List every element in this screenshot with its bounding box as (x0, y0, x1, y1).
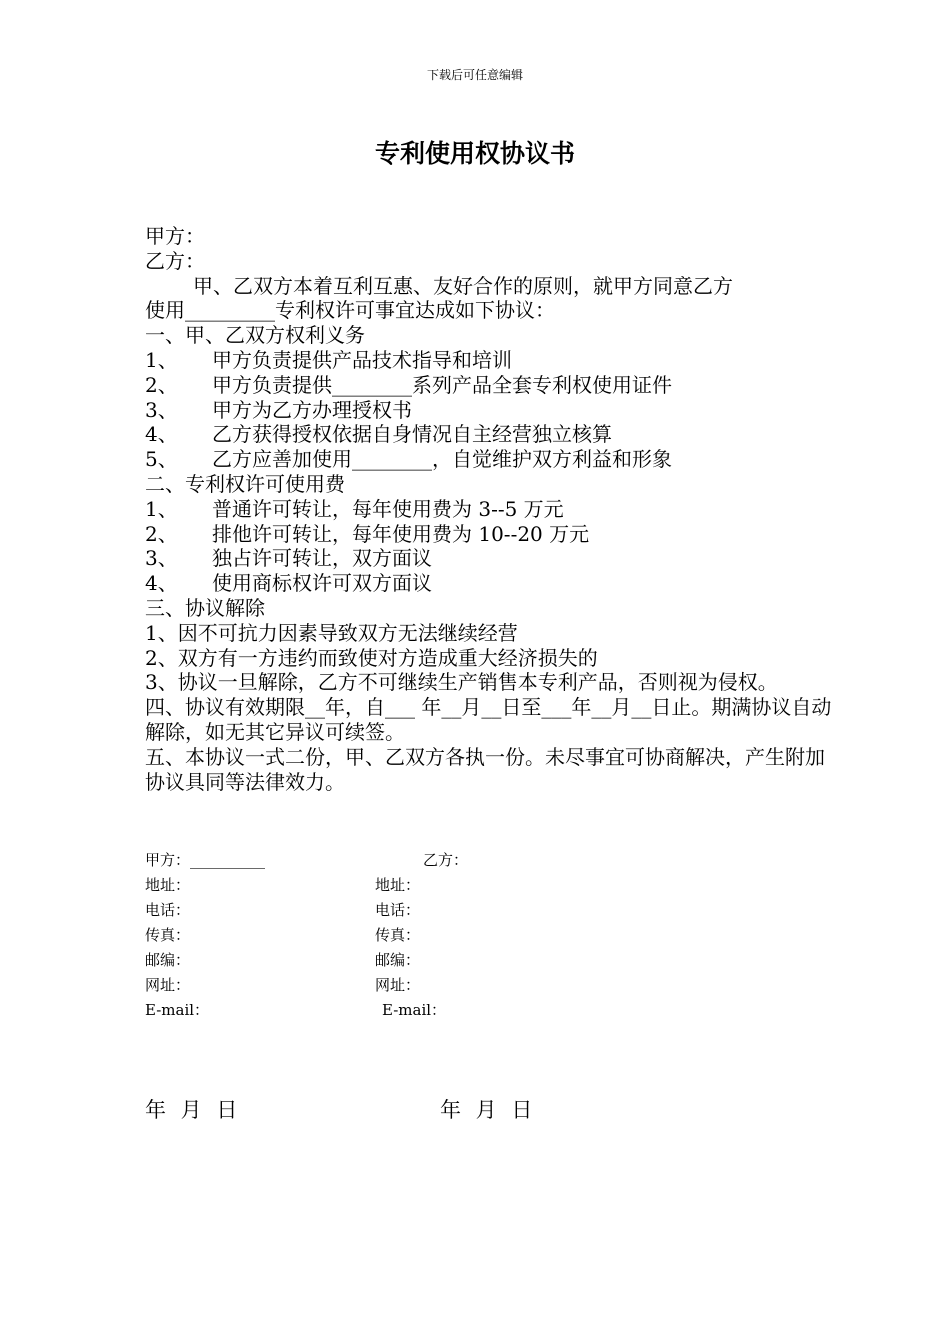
signature-block (145, 848, 745, 1023)
party-b-website: 网址： (375, 976, 421, 994)
item-number: 4、 (145, 422, 178, 447)
signature-row (145, 973, 745, 998)
party-a-label: 甲方： (145, 224, 205, 248)
item-number: 5、 (145, 447, 178, 472)
party-b-email: E-mail： (382, 1001, 447, 1019)
item-text: 乙方获得授权依据自身情况自主经营独立核算 (212, 422, 612, 447)
party-a-fax: 传真： (145, 926, 191, 944)
list-item: 2、双方有一方违约而致使对方造成重大经济损失的 (145, 645, 598, 670)
list-item (145, 571, 835, 596)
section5-paragraph: 五、本协议一式二份，甲、乙双方各执一份。未尽事宜可协商解决，产生附加协议具同等法律效力。 (145, 744, 825, 794)
item-number: 4、 (145, 571, 178, 596)
item-number: 2、 (145, 521, 178, 546)
section4-paragraph: 四、协议有效期限__年，自___ 年__月__日至___年__月__日止。期满协议自动解除，如无其它异议可续签。 (145, 695, 832, 744)
agreement-body (145, 224, 835, 794)
item-text: 使用商标权许可双方面议 (212, 571, 432, 596)
signature-row (145, 898, 745, 923)
intro-line-2: 使用_________专利权许可事宜达成如下协议： (145, 298, 555, 323)
list-item (145, 348, 835, 373)
list-item: 3、协议一旦解除，乙方不可继续生产销售本专利产品，否则视为侵权。 (145, 670, 778, 695)
item-text: 独占许可转让，双方面议 (212, 546, 432, 571)
item-number: 3、 (145, 546, 178, 571)
item-number: 1、 (145, 347, 178, 372)
party-a-website: 网址： (145, 976, 191, 994)
document-title: 专利使用权协议书 (374, 139, 575, 168)
item-text: 普通许可转让，每年使用费为 3--5 万元 (212, 496, 564, 521)
party-b-address: 地址： (375, 876, 421, 894)
party-b-date: 年 月 日 (440, 1098, 533, 1122)
signature-row (145, 923, 745, 948)
party-b-sign: 乙方： (423, 851, 469, 869)
intro-line-1: 甲、乙双方本着互利互惠、友好合作的原则，就甲方同意乙方 (193, 273, 733, 298)
list-item (145, 497, 835, 522)
party-a-address: 地址： (145, 876, 191, 894)
list-item: 1、因不可抗力因素导致双方无法继续经营 (145, 620, 518, 645)
page-header: 下载后可任意编辑 (426, 68, 523, 82)
party-a-sign: 甲方：__________ (145, 851, 266, 869)
party-a-postcode: 邮编： (145, 951, 191, 969)
party-b-postcode: 邮编： (375, 951, 421, 969)
item-text: 甲方为乙方办理授权书 (212, 397, 412, 422)
signature-row (145, 948, 745, 973)
signature-row (145, 998, 745, 1023)
party-b-label: 乙方： (145, 248, 205, 273)
item-text: 甲方负责提供产品技术指导和培训 (212, 347, 512, 372)
party-a-phone: 电话： (145, 901, 191, 919)
list-item (145, 398, 835, 423)
item-number: 1、 (145, 496, 178, 521)
list-item (145, 546, 835, 571)
item-text: 乙方应善加使用________，自觉维护双方利益和形象 (212, 447, 672, 472)
section2-heading: 二、专利权许可使用费 (145, 471, 345, 496)
list-item (145, 422, 835, 447)
party-b-fax: 传真： (375, 926, 421, 944)
section3-heading: 三、协议解除 (145, 595, 265, 620)
list-item (145, 447, 835, 472)
party-a-date: 年 月 日 (145, 1098, 238, 1122)
item-number: 3、 (145, 397, 178, 422)
list-item (145, 373, 835, 398)
party-a-email: E-mail： (145, 1001, 210, 1019)
party-b-phone: 电话： (375, 901, 421, 919)
item-number: 2、 (145, 372, 178, 397)
section1-heading: 一、甲、乙双方权利义务 (145, 323, 365, 348)
item-text: 排他许可转让，每年使用费为 10--20 万元 (212, 521, 590, 546)
signature-row (145, 873, 745, 898)
item-text: 甲方负责提供________系列产品全套专利权使用证件 (212, 372, 672, 397)
list-item (145, 522, 835, 547)
signature-row (145, 848, 745, 873)
